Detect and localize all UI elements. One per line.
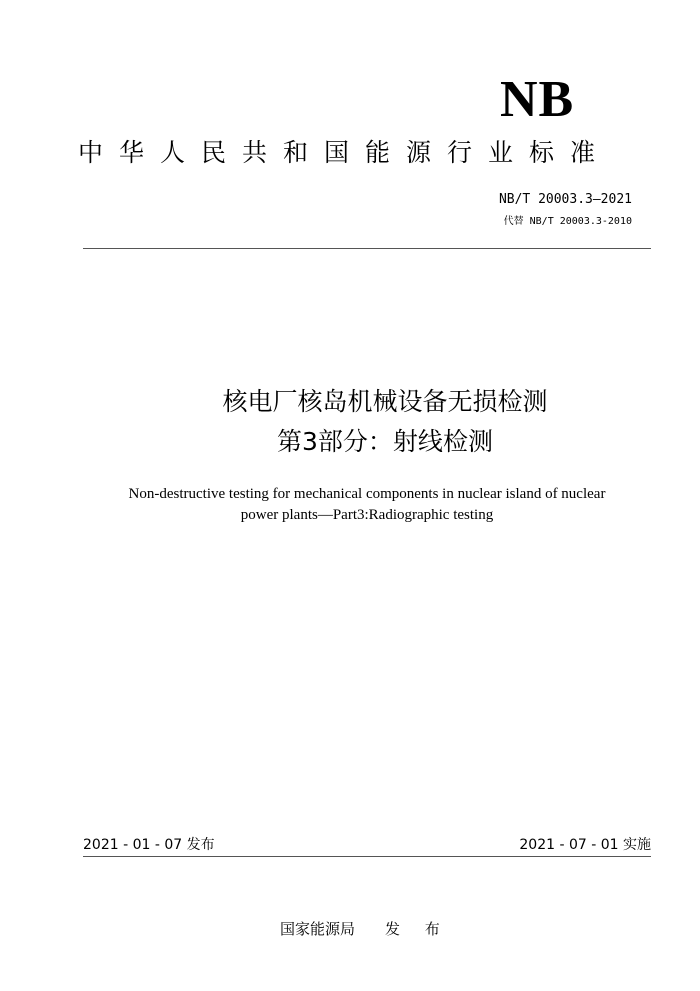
replaces-standard: 代替 NB/T 20003.3-2010 <box>503 216 632 227</box>
industry-standard-name: 中华人民共和国能源行业标准 <box>78 138 612 167</box>
english-title-line-2: power plants—Part3:Radiographic testing <box>240 507 494 523</box>
issuer-line <box>280 919 450 939</box>
dates-row <box>83 836 651 856</box>
implementation-date: 2021 - 07 - 01 实施 <box>519 837 651 853</box>
english-title-line-1: Non-destructive testing for mechanical components in nuclear island of nuclear <box>128 486 606 502</box>
nb-logo: NB <box>500 71 575 128</box>
standard-number: NB/T 20003.3—2021 <box>498 192 632 207</box>
english-title <box>60 484 674 526</box>
chinese-title <box>0 382 700 462</box>
issue-date: 2021 - 01 - 07 发布 <box>83 837 215 853</box>
publish-label: 发 布 <box>385 920 450 938</box>
chinese-title-line-2: 第3部分：射线检测 <box>277 427 493 456</box>
bottom-divider <box>83 856 651 857</box>
issuer-name: 国家能源局 <box>280 920 356 938</box>
chinese-title-line-1: 核电厂核岛机械设备无损检测 <box>222 387 548 416</box>
top-divider <box>83 248 651 249</box>
